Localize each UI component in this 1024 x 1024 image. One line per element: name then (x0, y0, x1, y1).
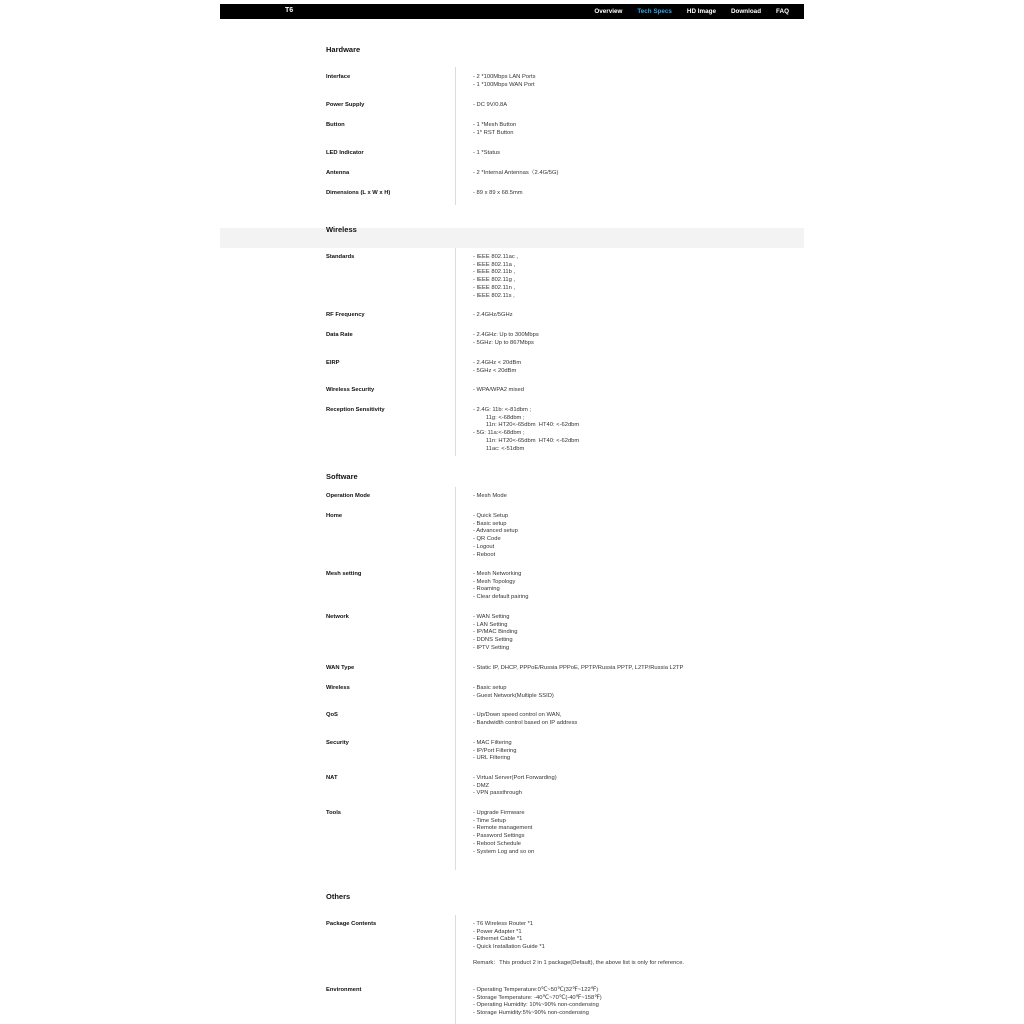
spec-value: - WAN Setting - LAN Setting - IP/MAC Binding - DDNS Setting - IPTV Setting (473, 614, 518, 651)
spec-value: - Virtual Server(Port Forwarding) - DMZ - VPN passthrough (473, 775, 557, 797)
spec-value: - 1 *Mesh Button - 1* RST Button (473, 122, 517, 136)
spec-label: Operation Mode (326, 493, 371, 499)
spec-value: - 2.4GHz/5GHz (473, 312, 513, 318)
spec-label: EIRP (326, 360, 340, 366)
spec-value: - 2 *Internal Antennas（2.4G/5G) (473, 170, 559, 176)
spec-label: Security (326, 740, 349, 746)
section-title-software: Software (326, 472, 358, 481)
nav-faq[interactable]: FAQ (776, 8, 789, 15)
divider-line (455, 67, 456, 205)
spec-value: - MAC Filtering - IP/Port Filtering - URL Filtering (473, 740, 517, 762)
spec-value: - Upgrade Firmware - Time Setup - Remote management - Password Settings - Reboot Schedule - System Log and so on (473, 810, 535, 855)
spec-value: - IEEE 802.11ac , - IEEE 802.11a , - IEEE 802.11b , - IEEE 802.11g , - IEEE 802.11n , - IEEE 802.11s , (473, 254, 519, 299)
spec-value: - Mesh Networking - Mesh Topology - Roaming - Clear default pairing (473, 571, 529, 601)
top-nav-bar (220, 4, 804, 19)
spec-value: - 89 x 89 x 68.5mm (473, 190, 523, 196)
spec-label: RF Frequency (326, 312, 365, 318)
spec-label: Interface (326, 74, 351, 80)
spec-value: - DC 9V/0.8A (473, 102, 508, 108)
spec-label: Wireless (326, 685, 350, 691)
spec-value: - 2.4GHz: Up to 300Mbps - 5GHz: Up to 867Mbps (473, 332, 539, 346)
spec-label: Antenna (326, 170, 350, 176)
spec-value: - WPA/WPA2 mixed (473, 387, 524, 393)
divider-line (455, 487, 456, 870)
divider-line (455, 915, 456, 1024)
spec-value: - 2.4G: 11b: <-81dbm ; 11g: <-68dbm ; 11n: HT20<-65dbm HT40: <-62dbm - 5G: 11a:<-68dbm ; 11n: HT20<-65dbm HT40: <-62dbm 11ac: <-51dbm (473, 407, 580, 452)
spec-value: - T6 Wireless Router *1 - Power Adapter *1 - Ethernet Cable *1 - Quick Installation Guide *1 Remark：This product 2 in 1 package(Default), the above list is only for reference. (473, 921, 685, 966)
spec-label: Mesh setting (326, 571, 362, 577)
spec-value: - 1 *Status (473, 150, 501, 156)
spec-label: Power Supply (326, 102, 365, 108)
divider-line (455, 248, 456, 456)
spec-value: - 2 *100Mbps LAN Ports - 1 *100Mbps WAN Port (473, 74, 536, 88)
spec-value: - Static IP, DHCP, PPPoE/Russia PPPoE, PPTP/Russia PPTP, L2TP/Russia L2TP (473, 665, 684, 671)
section-title-hardware: Hardware (326, 45, 361, 54)
spec-label: Home (326, 513, 343, 519)
spec-label: LED Indicator (326, 150, 364, 156)
wireless-section-band (220, 228, 804, 248)
spec-label: Tools (326, 810, 342, 816)
spec-value: - Up/Down speed control on WAN, - Bandwidth control based on IP address (473, 712, 578, 726)
spec-value: - Basic setup - Guest Network(Multiple SSID) (473, 685, 554, 699)
spec-label: Dimensions (L x W x H) (326, 190, 391, 196)
spec-label: Standards (326, 254, 355, 260)
spec-label: Data Rate (326, 332, 353, 338)
spec-label: Wireless Security (326, 387, 375, 393)
spec-value: - Quick Setup - Basic setup - Advanced setup - QR Code - Logout - Reboot (473, 513, 518, 558)
nav-overview[interactable]: Overview (594, 8, 623, 15)
nav-menu (594, 4, 804, 19)
nav-tech-specs[interactable]: Tech Specs (637, 8, 672, 15)
spec-label: Button (326, 122, 345, 128)
spec-label: WAN Type (326, 665, 355, 671)
section-title-wireless: Wireless (326, 225, 357, 234)
model-name: T6 (285, 7, 294, 14)
spec-label: QoS (326, 712, 338, 718)
section-title-others: Others (326, 892, 351, 901)
spec-value: - 2.4GHz < 20dBm - 5GHz < 20dBm (473, 360, 522, 374)
spec-value: - Operating Temperature:0℃~50℃(32℉~122℉) - Storage Temperature: -40℃~70℃(-40℉~158℉) - Operating Humidity: 10%~90% non-condensing - Storage Humidity:5%~90% non-condensing (473, 987, 602, 1017)
spec-label: NAT (326, 775, 338, 781)
spec-label: Environment (326, 987, 362, 993)
spec-value: - Mesh Mode (473, 493, 507, 499)
nav-hd-image[interactable]: HD Image (686, 8, 716, 15)
spec-label: Package Contents (326, 921, 377, 927)
spec-label: Network (326, 614, 349, 620)
spec-label: Reception Sensitivity (326, 407, 385, 413)
nav-download[interactable]: Download (730, 8, 762, 15)
